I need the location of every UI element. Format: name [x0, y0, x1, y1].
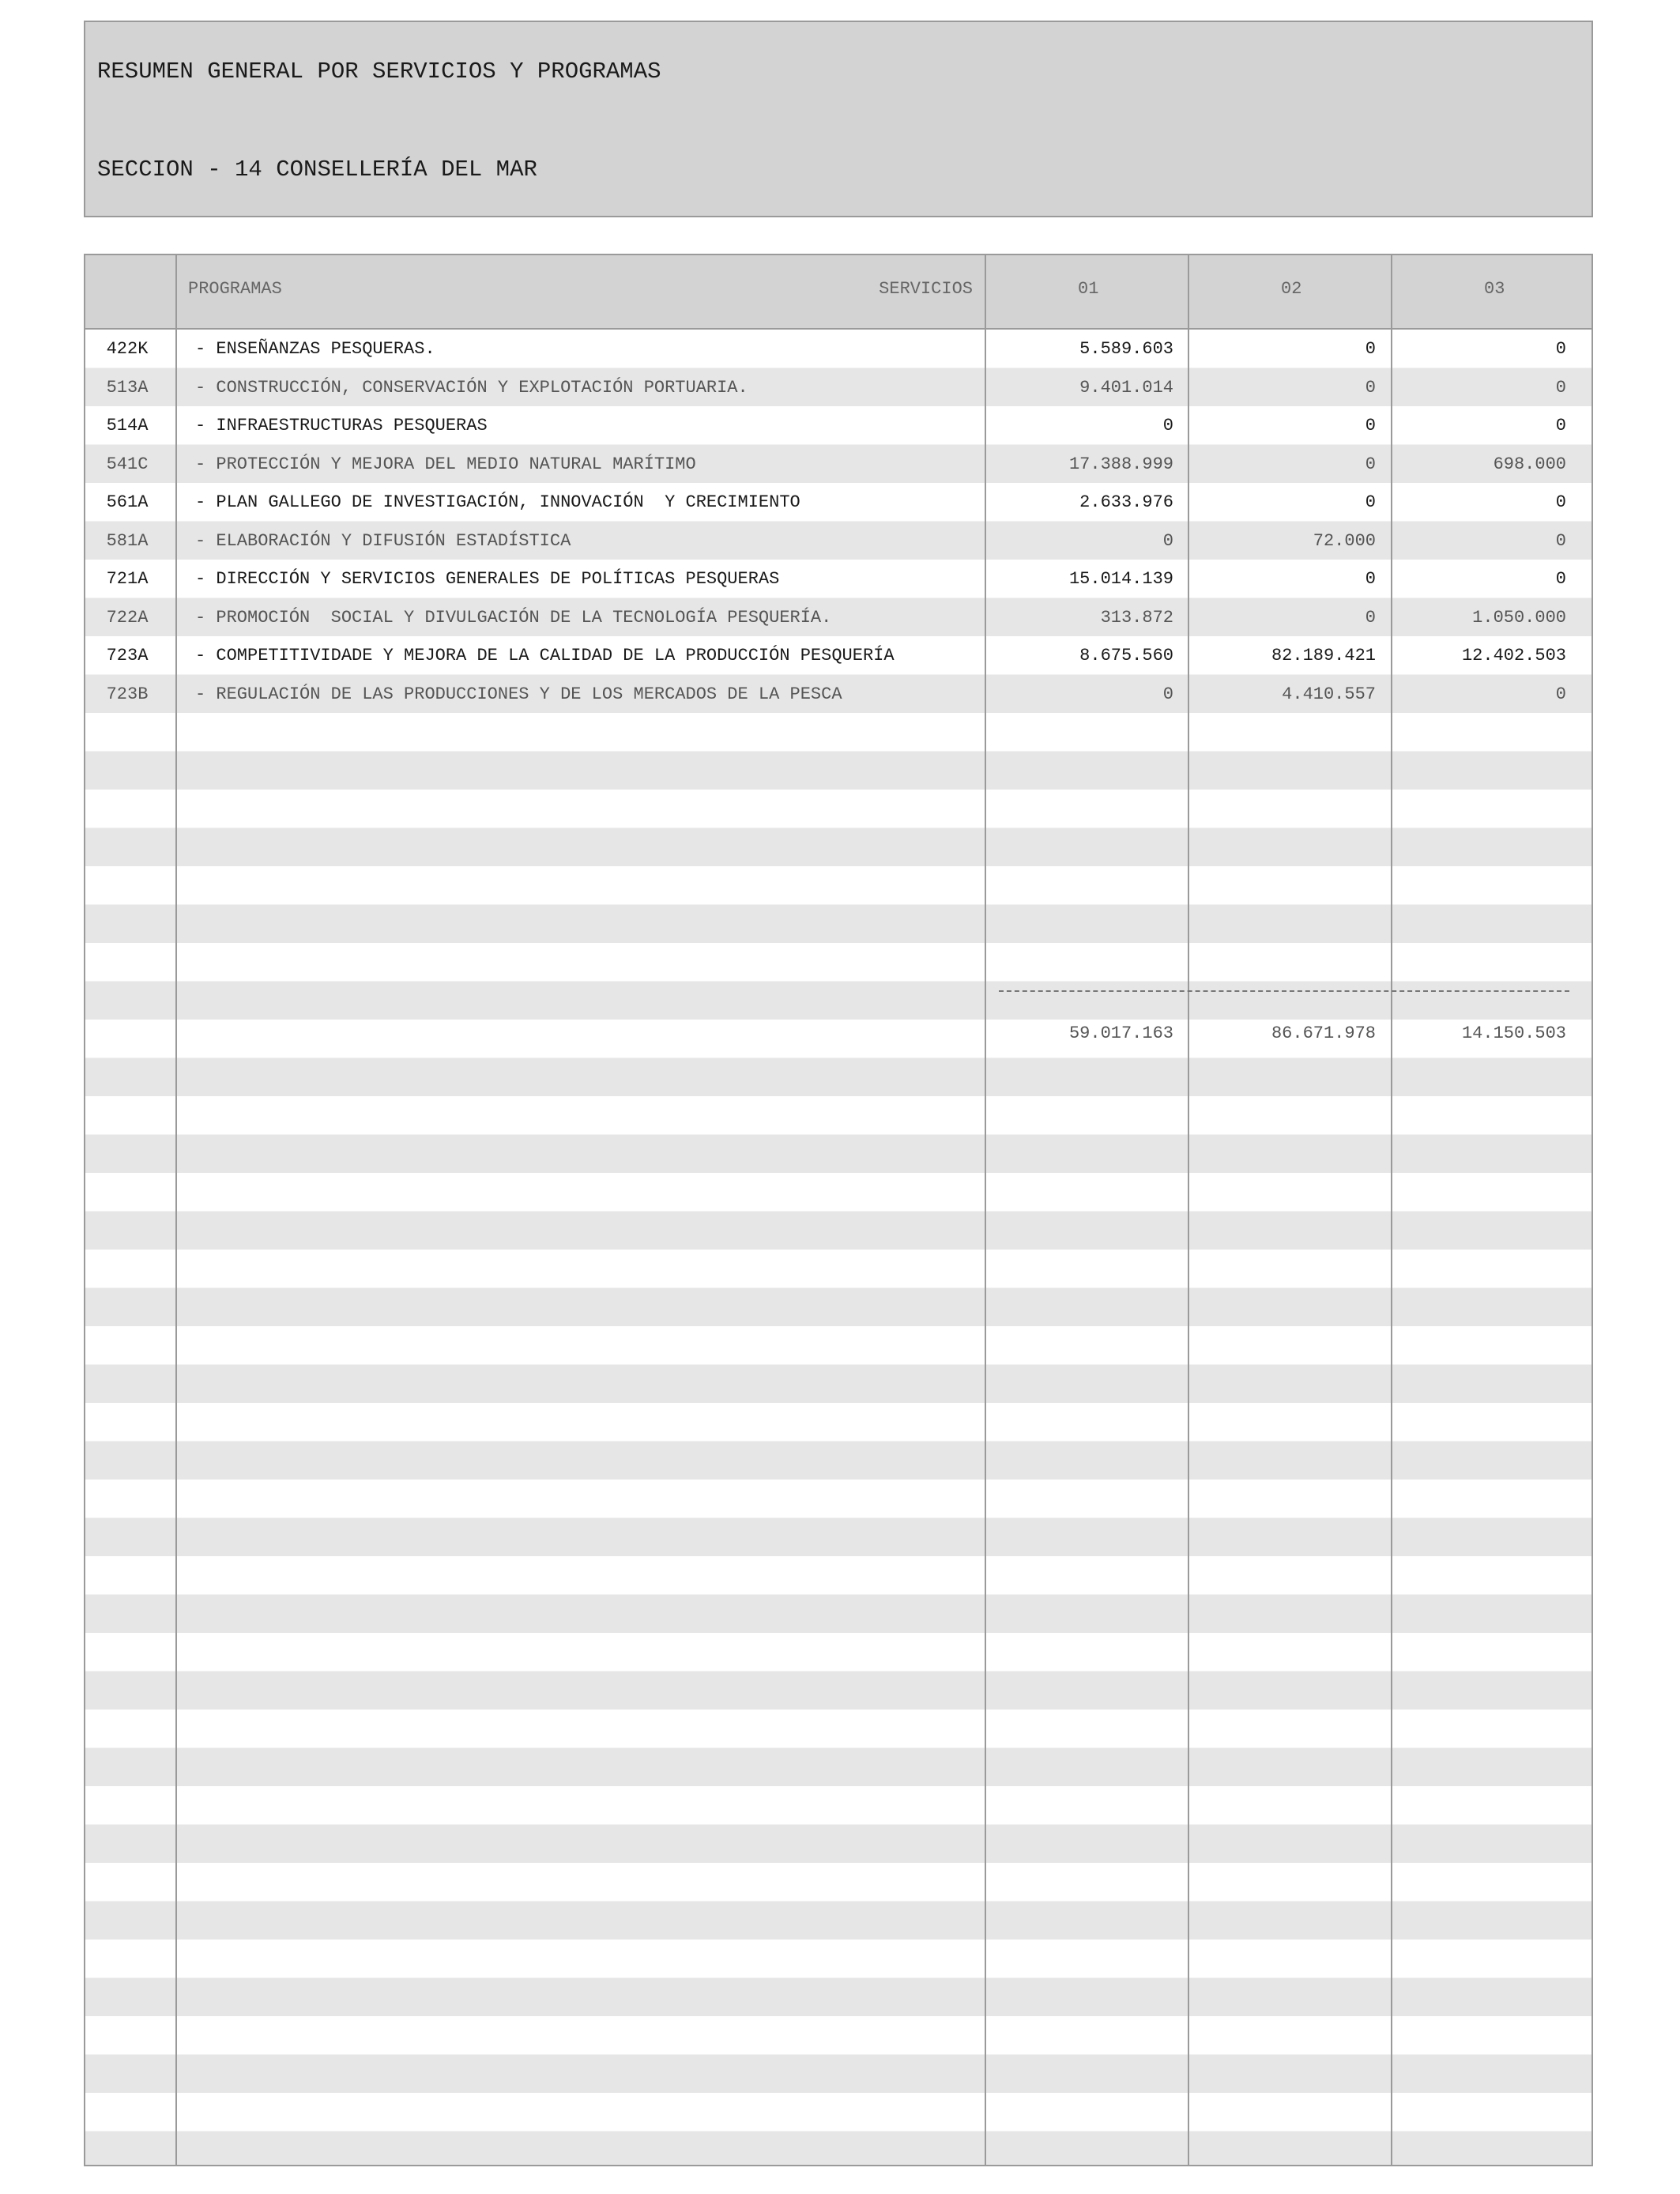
total-servicio-03: 14.150.503 — [1461, 1023, 1566, 1043]
program-name: - PLAN GALLEGO DE INVESTIGACIÓN, INNOVACIÓN Y CRECIMIENTO — [195, 492, 800, 512]
totals-separator — [999, 990, 1569, 992]
header-servicios: SERVICIOS — [879, 279, 973, 299]
table-row — [85, 560, 1591, 598]
servicio-03-value: 0 — [1555, 492, 1566, 512]
program-code: 723A — [106, 646, 149, 665]
servicio-03-value: 12.402.503 — [1461, 646, 1566, 665]
program-name: - PROMOCIÓN SOCIAL Y DIVULGACIÓN DE LA TECNOLOGÍA PESQUERÍA. — [195, 607, 832, 628]
servicio-01-value: 9.401.014 — [1079, 377, 1173, 398]
servicio-01-value: 2.633.976 — [1079, 492, 1173, 512]
table-row — [85, 598, 1591, 637]
servicio-03-value: 0 — [1555, 339, 1566, 359]
servicio-03-value: 0 — [1555, 569, 1566, 589]
table-row — [85, 445, 1591, 484]
servicio-03-value: 1.050.000 — [1472, 607, 1566, 628]
servicio-02-value: 4.410.557 — [1282, 684, 1376, 704]
servicio-02-value: 0 — [1365, 492, 1376, 512]
program-name: - INFRAESTRUCTURAS PESQUERAS — [195, 416, 488, 435]
table-row — [85, 406, 1591, 445]
total-servicio-02: 86.671.978 — [1271, 1023, 1376, 1043]
servicio-01-value: 17.388.999 — [1068, 454, 1173, 474]
table-row — [85, 675, 1591, 714]
servicio-02-value: 82.189.421 — [1271, 646, 1376, 665]
servicio-01-value: 313.872 — [1100, 607, 1173, 628]
table-header — [85, 255, 1591, 330]
table-row — [85, 483, 1591, 522]
table-row — [85, 330, 1591, 368]
servicio-02-value: 0 — [1365, 569, 1376, 589]
table-row — [85, 368, 1591, 407]
servicio-01-value: 8.675.560 — [1079, 646, 1173, 665]
program-code: 422K — [106, 339, 149, 359]
servicio-03-value: 0 — [1555, 377, 1566, 398]
program-code: 722A — [106, 607, 149, 628]
program-name: - COMPETITIVIDADE Y MEJORA DE LA CALIDAD DE LA PRODUCCIÓN PESQUERÍA — [195, 646, 895, 665]
header-servicio-03: 03 — [1484, 279, 1505, 299]
section-title: SECCION - 14 CONSELLERÍA DEL MAR — [97, 156, 537, 183]
program-name: - CONSTRUCCIÓN, CONSERVACIÓN Y EXPLOTACIÓN PORTUARIA. — [195, 377, 748, 398]
table-row — [85, 522, 1591, 560]
program-code: 723B — [106, 684, 149, 704]
servicio-02-value: 0 — [1365, 377, 1376, 398]
program-code: 581A — [106, 530, 149, 551]
servicio-03-value: 698.000 — [1493, 454, 1566, 474]
header-programas: PROGRAMAS — [188, 279, 282, 299]
table-body — [85, 330, 1591, 713]
servicio-03-value: 0 — [1555, 684, 1566, 704]
header-servicio-02: 02 — [1281, 279, 1302, 299]
servicio-02-value: 0 — [1365, 607, 1376, 628]
servicio-01-value: 15.014.139 — [1068, 569, 1173, 589]
total-servicio-01: 59.017.163 — [1068, 1023, 1173, 1043]
servicio-01-value: 0 — [1162, 530, 1173, 551]
servicio-02-value: 0 — [1365, 339, 1376, 359]
program-code: 561A — [106, 492, 149, 512]
program-code: 514A — [106, 416, 149, 435]
program-name: - ENSEÑANZAS PESQUERAS. — [195, 339, 435, 359]
servicio-01-value: 0 — [1162, 684, 1173, 704]
table-row — [85, 636, 1591, 675]
summary-table — [84, 254, 1593, 2166]
header-servicio-01: 01 — [1078, 279, 1099, 299]
servicio-03-value: 0 — [1555, 530, 1566, 551]
servicio-02-value: 0 — [1365, 416, 1376, 435]
servicio-03-value: 0 — [1555, 416, 1566, 435]
program-code: 541C — [106, 454, 149, 474]
page-title: RESUMEN GENERAL POR SERVICIOS Y PROGRAMAS — [97, 58, 661, 85]
servicio-01-value: 5.589.603 — [1079, 339, 1173, 359]
program-name: - DIRECCIÓN Y SERVICIOS GENERALES DE POLÍTICAS PESQUERAS — [195, 569, 780, 589]
servicio-02-value: 0 — [1365, 454, 1376, 474]
program-name: - REGULACIÓN DE LAS PRODUCCIONES Y DE LOS MERCADOS DE LA PESCA — [195, 684, 842, 704]
program-code: 513A — [106, 377, 149, 398]
program-code: 721A — [106, 569, 149, 589]
totals-row — [85, 1014, 1591, 1052]
program-name: - PROTECCIÓN Y MEJORA DEL MEDIO NATURAL MARÍTIMO — [195, 454, 696, 474]
program-name: - ELABORACIÓN Y DIFUSIÓN ESTADÍSTICA — [195, 530, 571, 551]
servicio-02-value: 72.000 — [1313, 530, 1376, 551]
servicio-01-value: 0 — [1162, 416, 1173, 435]
title-box — [84, 21, 1593, 217]
